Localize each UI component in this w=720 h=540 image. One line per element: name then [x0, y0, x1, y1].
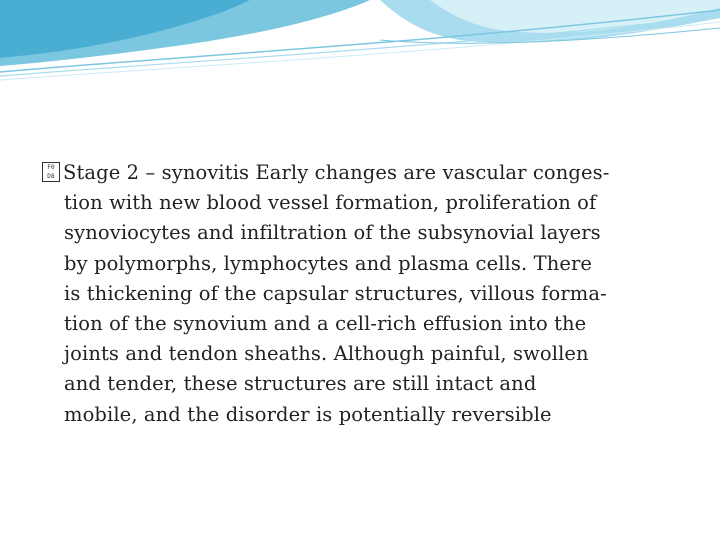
header-wave-decoration — [0, 0, 720, 90]
missing-glyph-bullet-icon: F0 D8 — [42, 162, 60, 182]
bullet-line-1 — [42, 158, 682, 188]
text-line: by polymorphs, lymphocytes and plasma cells. There — [64, 251, 593, 275]
text-line: synoviocytes and infiltration of the subsynovial layers — [64, 221, 601, 245]
text-line: tion of the synovium and a cell-rich effusion into the — [64, 312, 587, 336]
text-line: joints and tendon sheaths. Although painful, swollen — [64, 342, 589, 366]
text-line: is thickening of the capsular structures, villous forma- — [64, 281, 607, 305]
bullet-paragraph — [42, 158, 682, 430]
text-line: Stage 2 – synovitis Early changes are vascular conges- — [63, 161, 610, 184]
text-line: mobile, and the disorder is potentially reversible — [64, 402, 552, 426]
text-line: and tender, these structures are still intact and — [64, 372, 537, 396]
text-line: tion with new blood vessel formation, proliferation of — [64, 191, 597, 215]
